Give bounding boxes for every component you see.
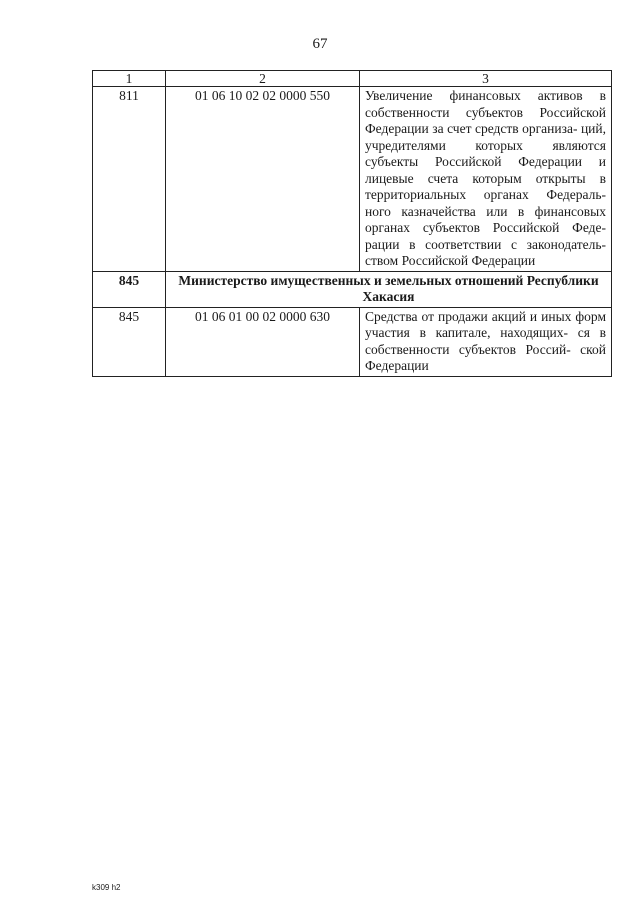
- section-title-cell: Министерство имущественных и земельных отношений Республики Хакасия: [166, 271, 612, 307]
- description-cell: [360, 87, 612, 272]
- column-header-3: 3: [360, 71, 612, 87]
- section-code-cell: 845: [93, 271, 166, 307]
- budget-codes-table: [92, 70, 612, 377]
- description-cell: [360, 307, 612, 376]
- page-number: 67: [312, 36, 328, 52]
- description-text: Увеличение финансовых активов в собственности субъектов Российской Федерации за счет средств организа- ций, учредителями которых являются субъекты Российской Федерации и лицевые счета которым открыты в территориальных органах Федераль- ного казначейства или в финансовых органах субъектов Российской Феде- рации в соответствии с законодатель- ством Российской Федерации: [365, 88, 606, 268]
- section-header-row: [93, 271, 612, 307]
- budget-code-cell: 01 06 10 02 02 0000 550: [166, 87, 360, 272]
- column-header-2: 2: [166, 71, 360, 87]
- description-text: Средства от продажи акций и иных форм участия в капитале, находящих- ся в собственности субъектов Россий- ской Федерации: [365, 308, 606, 373]
- table-row: [93, 87, 612, 272]
- table-row: [93, 307, 612, 376]
- admin-code-cell: 811: [93, 87, 166, 272]
- table-header-row: [93, 71, 612, 87]
- budget-code-cell: 01 06 01 00 02 0000 630: [166, 307, 360, 376]
- column-header-1: 1: [93, 71, 166, 87]
- document-footer-code: k309 h2: [92, 883, 121, 892]
- admin-code-cell: 845: [93, 307, 166, 376]
